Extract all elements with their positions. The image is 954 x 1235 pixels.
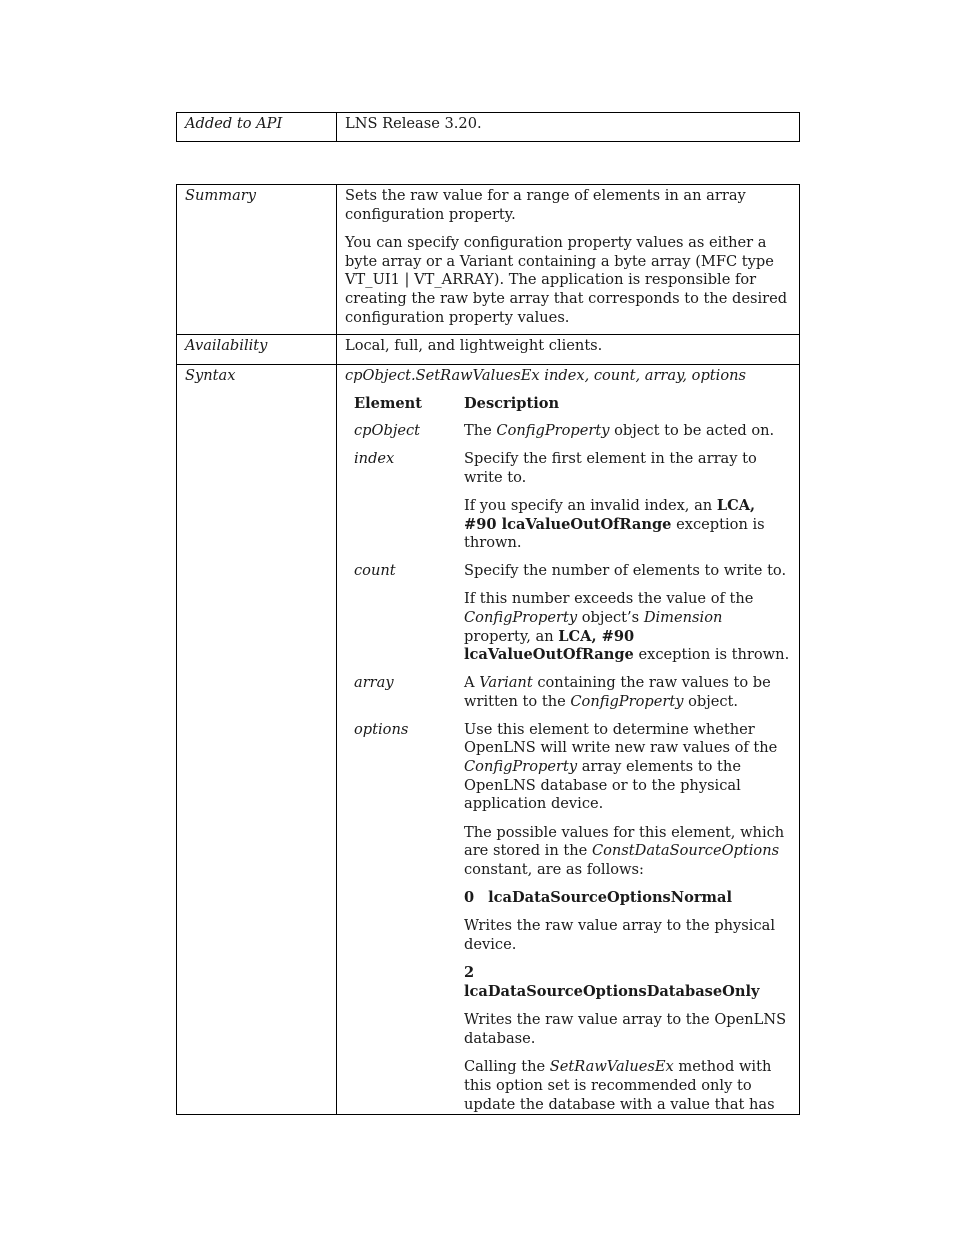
availability-row (177, 334, 799, 364)
element-description: Use this element to determine whether OpenLNS will write new raw values of the ConfigProperty array elements to the OpenLNS database or to the physical application device. The possible values for this element, which are stored in the ConstDataSourceOptions constant, are as follows: 0 lcaDataSourceOptionsNormal Writes the raw value array to the physical device. 2 lcaDataSourceOptionsDatabaseOnly Writes the raw value array to the OpenLNS database. Calling the SetRawValuesEx method with this option set is recommended only to update the database with a value that has (464, 721, 791, 1115)
syntax-label: Syntax (177, 365, 337, 1115)
summary-paragraph-1: Sets the raw value for a range of elements in an array configuration property. (345, 187, 746, 223)
element-name: options (354, 720, 409, 738)
availability-value: Local, full, and lightweight clients. (345, 337, 603, 354)
element-row-options (345, 721, 791, 1115)
added-to-api-label: Added to API (177, 113, 337, 141)
element-column-header: Element (354, 394, 423, 412)
summary-row (177, 185, 799, 334)
element-name: array (354, 674, 394, 692)
summary-label: Summary (177, 185, 337, 334)
element-row-cpobject (345, 422, 791, 441)
syntax-signature: cpObject.SetRawValuesEx index, count, array, options (345, 367, 747, 384)
syntax-content (337, 365, 799, 1115)
element-row-array (345, 674, 791, 711)
element-name: cpObject (354, 422, 421, 440)
option-database-only-description: Writes the raw value array to the OpenLNS database. (464, 1011, 787, 1047)
element-name: count (354, 562, 396, 580)
element-name: index (354, 450, 395, 468)
element-description: A Variant containing the raw values to be written to the ConfigProperty object. (464, 674, 771, 710)
option-database-only-heading: 2 lcaDataSourceOptionsDatabaseOnly (464, 964, 760, 1000)
option-normal-heading: 0 lcaDataSourceOptionsNormal (464, 889, 732, 907)
element-row-count (345, 562, 791, 665)
summary-text (337, 185, 799, 334)
option-normal-description: Writes the raw value array to the physical device. (464, 917, 776, 954)
element-description: Specify the first element in the array to write to. If you specify an invalid index, an LCA, #90 lcaValueOutOfRange exception is thrown. (464, 450, 765, 552)
api-version-table (176, 112, 800, 142)
element-row-index (345, 450, 791, 553)
element-description: The ConfigProperty object to be acted on. (464, 422, 775, 440)
availability-label: Availability (177, 335, 337, 364)
added-to-api-value: LNS Release 3.20. (345, 115, 482, 132)
method-reference-table (176, 184, 800, 1115)
summary-paragraph-2: You can specify configuration property values as either a byte array or a Variant containing a byte array (MFC type VT_UI1 | VT_ARRAY). The application is responsible for creating the raw byte array that corresponds to the desired configuration property values. (345, 233, 788, 326)
elements-header (345, 395, 791, 414)
syntax-row (177, 364, 799, 1115)
added-to-api-row (177, 113, 799, 141)
description-column-header: Description (464, 394, 560, 412)
element-description: Specify the number of elements to write to. If this number exceeds the value of the ConfigProperty object’s Dimension property, an LCA, #90 lcaValueOutOfRange exception is thrown. (464, 562, 790, 664)
